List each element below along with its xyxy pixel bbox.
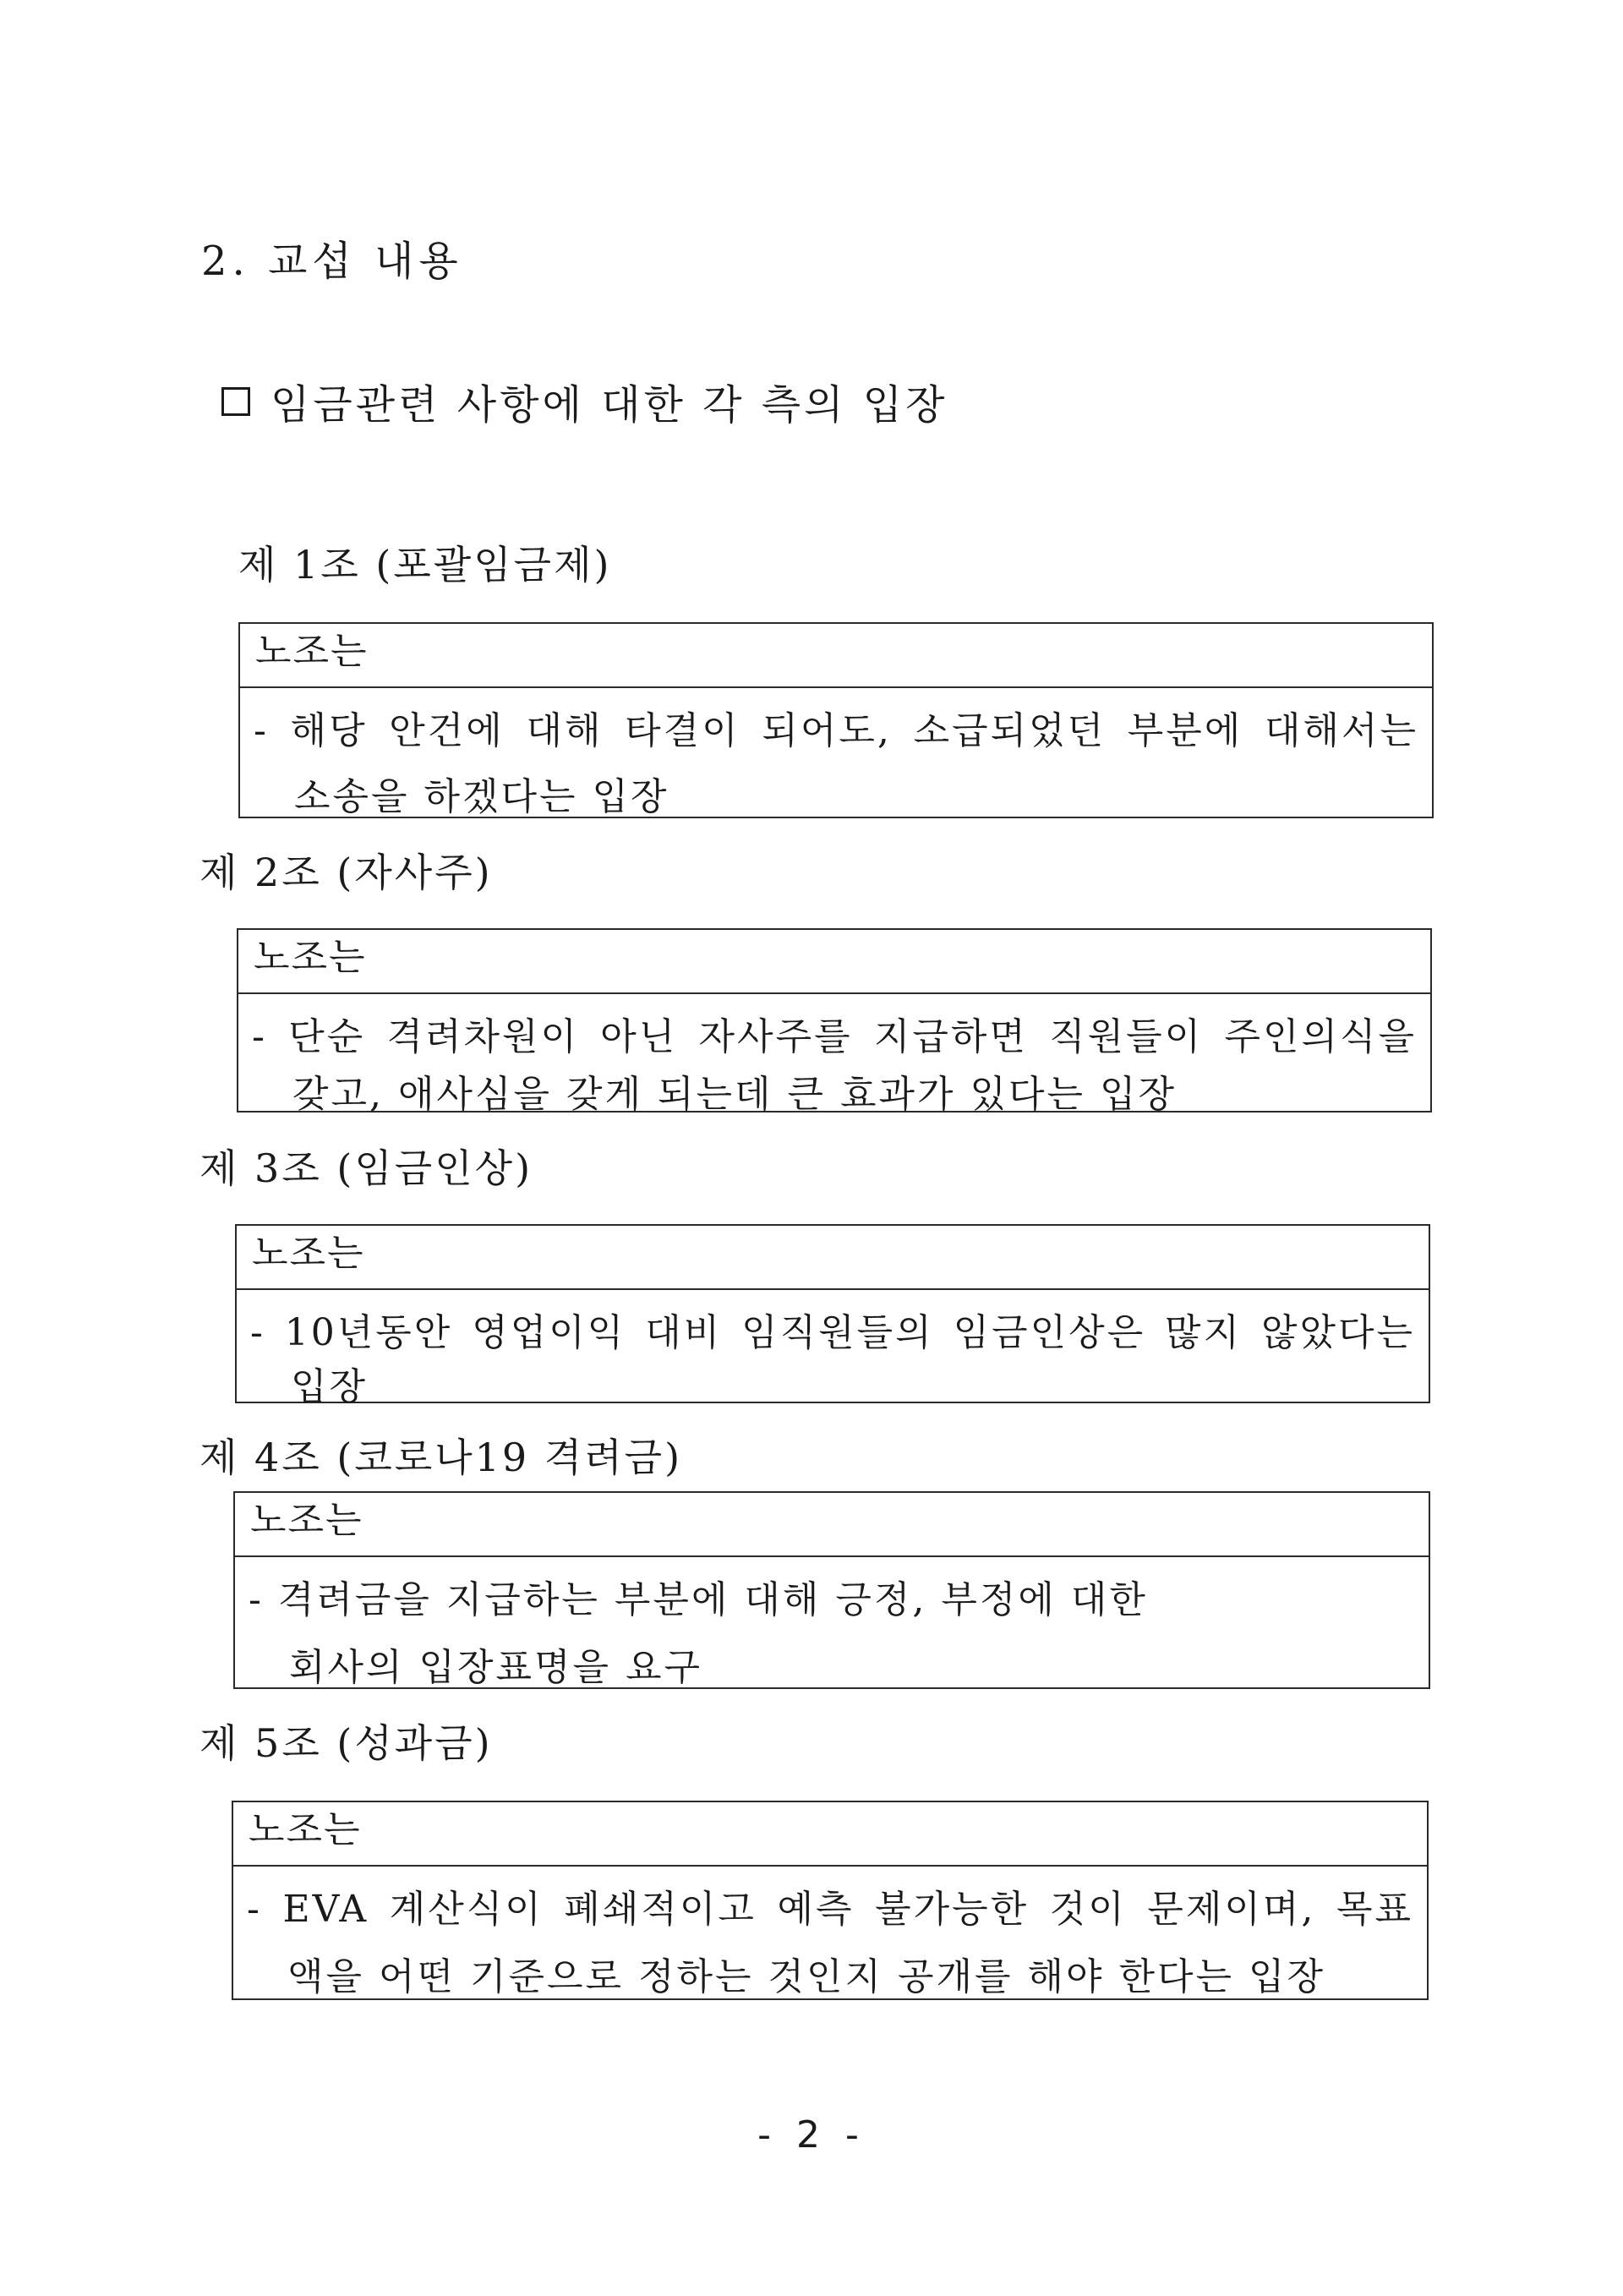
section-title: 2. 교섭 내용 (201, 238, 463, 285)
article-4-title: 제 4조 (코로나19 격려금) (199, 1435, 683, 1480)
subheading-text: 임금관련 사항에 대한 각 측의 입장 (270, 381, 948, 429)
article-1-body (240, 688, 1432, 820)
article-2-line1: - 단순 격려차원이 아닌 자사주를 지급하면 직원들이 주인의식을 (252, 1015, 1417, 1058)
article-5-body (233, 1867, 1427, 2000)
article-1-line1: - 해당 안건에 대해 타결이 되어도, 소급되었던 부분에 대해서는 (254, 709, 1418, 752)
article-3-title: 제 3조 (임금인상) (199, 1145, 533, 1191)
article-1-title: 제 1조 (포괄임금제) (238, 542, 612, 588)
article-2-party: 노조는 (238, 930, 1430, 994)
article-4-box (233, 1491, 1430, 1689)
article-4-party: 노조는 (235, 1493, 1429, 1557)
article-3-body (237, 1290, 1429, 1410)
article-5-party: 노조는 (233, 1802, 1427, 1867)
article-3-box (235, 1224, 1430, 1408)
article-4-line2: 회사의 입장표명을 요구 (289, 1646, 703, 1689)
article-1-party: 노조는 (240, 624, 1432, 688)
article-3-line1: - 10년동안 영업이익 대비 임직원들의 임금인상은 많지 않았다는 (250, 1311, 1415, 1354)
article-1-box (238, 622, 1434, 818)
article-2-box (237, 928, 1432, 1116)
subheading (221, 372, 948, 430)
page-number: - 2 - (757, 2113, 866, 2157)
article-1-line2: 소송을 하겠다는 입장 (294, 775, 669, 818)
article-4-line1: - 격려금을 지급하는 부분에 대해 긍정, 부정에 대한 (249, 1578, 1148, 1621)
article-5-box (232, 1801, 1429, 2000)
article-2-title: 제 2조 (자사주) (199, 850, 493, 895)
checkbox-icon (221, 387, 250, 416)
article-2-line2: 갖고, 애사심을 갖게 되는데 큰 효과가 있다는 입장 (292, 1073, 1177, 1116)
article-4-body (235, 1557, 1429, 1691)
article-5-line2: 액을 어떤 기준으로 정하는 것인지 공개를 해야 한다는 입장 (287, 1955, 1325, 1998)
article-3-line2: 입장 (291, 1365, 369, 1408)
article-5-title: 제 5조 (성과금) (199, 1720, 493, 1766)
article-5-line1: - EVA 계산식이 폐쇄적이고 예측 불가능한 것이 문제이며, 목표 (247, 1888, 1413, 1931)
article-2-body (238, 994, 1430, 1118)
article-3-party: 노조는 (237, 1226, 1429, 1290)
